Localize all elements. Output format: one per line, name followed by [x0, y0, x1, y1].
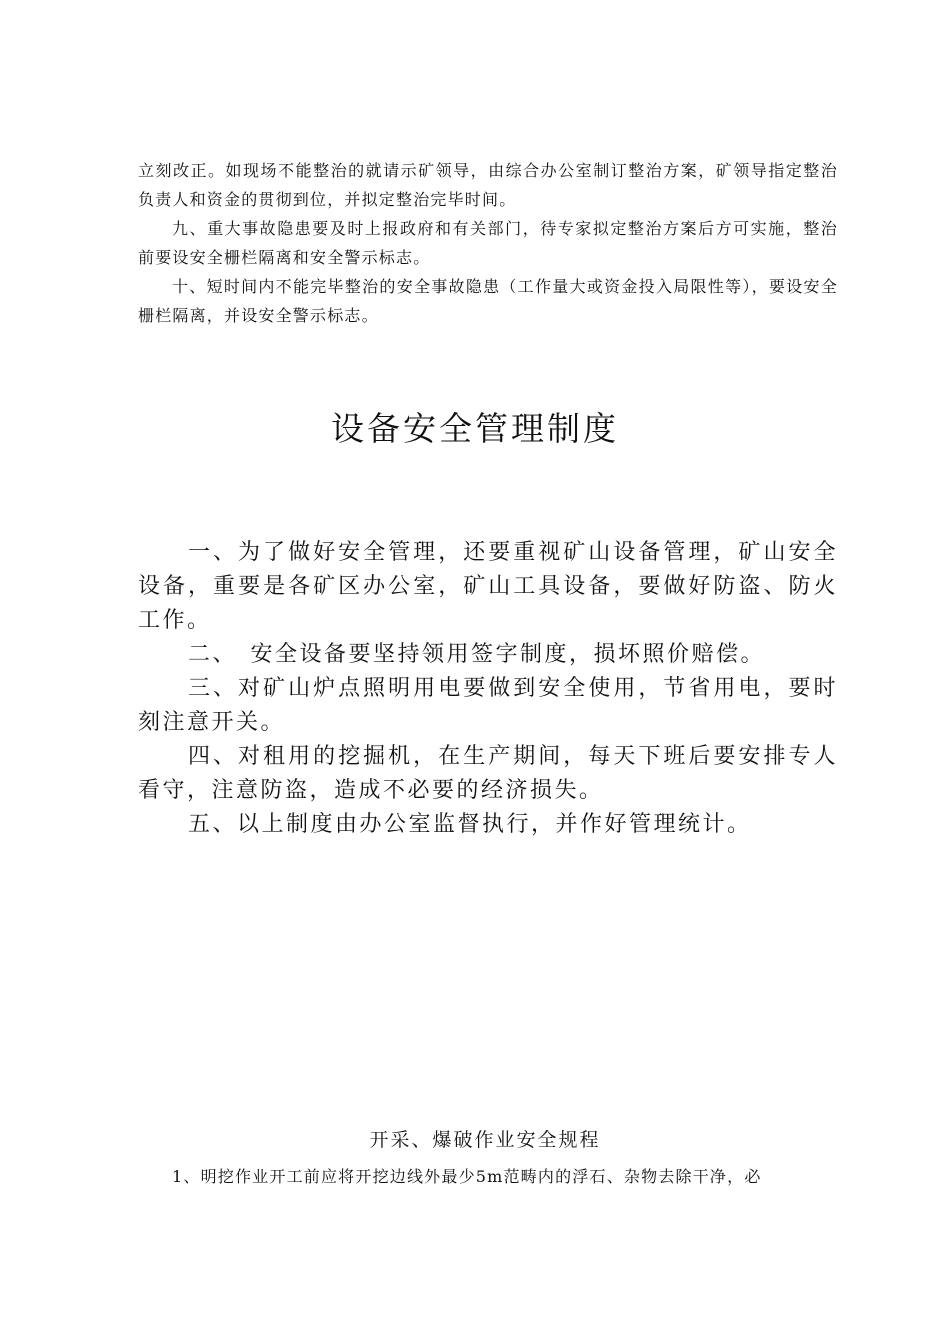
paragraph-item-1: 一、为了做好安全管理，还要重视矿山设备管理，矿山安全设备，重要是各矿区办公室，矿山工具设备，要做好防盗、防火工作。 — [138, 540, 838, 633]
paragraph-item-5: 五、以上制度由办公室监督执行，并作好管理统计。 — [188, 812, 752, 837]
paragraph-item-4: 四、对租用的挖掘机，在生产期间，每天下班后要安排专人看守，注意防盗，造成不必要的经济损失。 — [138, 744, 838, 803]
paragraph-item-9: 九、重大事故隐患要及时上报政府和有关部门，待专家拟定整治方案后方可实施，整治前要设安全栅栏隔离和安全警示标志。 — [138, 219, 838, 267]
equipment-safety-section — [138, 536, 838, 842]
hazard-rectification-section — [138, 156, 838, 330]
paragraph-item-3: 三、对矿山炉点照明用电要做到安全使用，节省用电，要时刻注意开关。 — [138, 676, 838, 735]
blasting-rule-1: 1、明挖作业开工前应将开挖边线外最少5m范畴内的浮石、杂物去除干净，必 — [172, 1167, 762, 1186]
equipment-safety-title: 设备安全管理制度 — [331, 409, 619, 448]
blasting-safety-title: 开采、爆破作业安全规程 — [369, 1129, 601, 1151]
paragraph-continuation: 立刻改正。如现场不能整治的就请示矿领导，由综合办公室制订整治方案，矿领导指定整治负责人和资金的贯彻到位，并拟定整治完毕时间。 — [138, 161, 838, 209]
paragraph-item-2: 二、 安全设备要坚持领用签字制度，损坏照价赔偿。 — [188, 642, 766, 667]
paragraph-item-10: 十、短时间内不能完毕整治的安全事故隐患（工作量大或资金投入局限性等），要设安全栅栏隔离，并设安全警示标志。 — [138, 277, 838, 325]
